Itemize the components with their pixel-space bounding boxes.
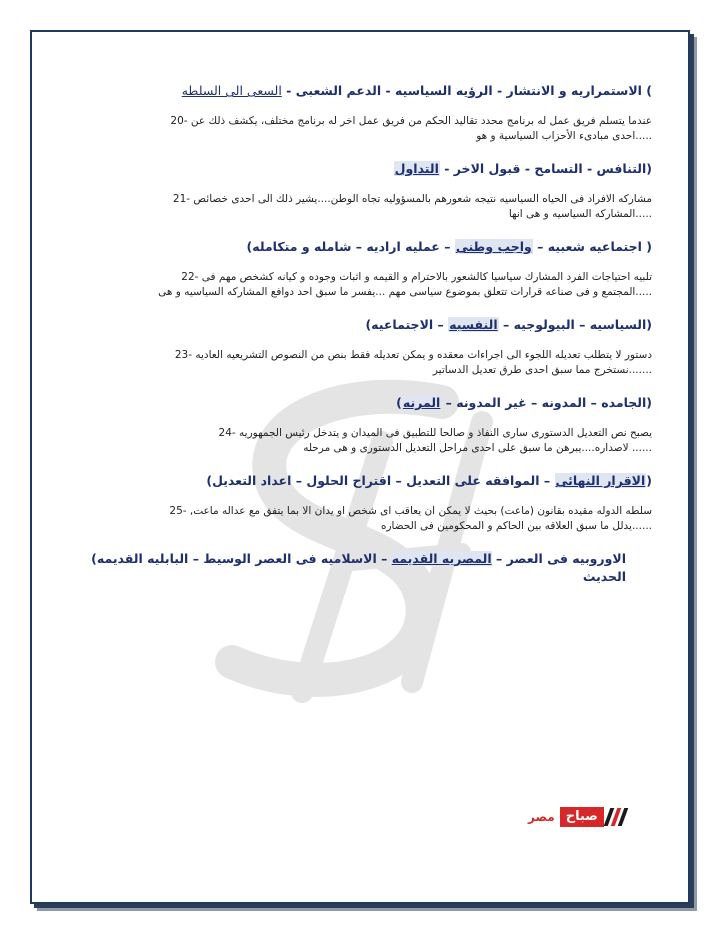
choice: عمليه اراديه	[366, 239, 440, 254]
choice: الرؤيه السياسيه	[395, 83, 493, 98]
choice: المدونه	[541, 395, 587, 410]
choice: التسامح	[534, 161, 583, 176]
choice: قبول الاخر	[453, 161, 521, 176]
choices-q23: (الجامده – المدونه – غير المدونه – المرنه)	[396, 395, 652, 410]
correct-answer: النفسيه	[449, 317, 498, 332]
choice: شامله و متكامله	[252, 239, 352, 254]
question-25: سلطه الدوله مقيده بقانون (ماعت) بحيث لا يمكن ان يعاقب اى شخص او يدان الا بما يتفق مع عداله ماعت, -25 ......يدلل ما سبق العلاقه بين الحاكم و المحكومين فى الحضاره	[169, 505, 652, 532]
logo-sub-text: مصر	[528, 810, 555, 824]
choices-q21: ( اجتماعيه شعبيه – واجب وطنى – عمليه اراديه – شامله و متكامله)	[246, 239, 652, 254]
choice: اجتماعيه شعبيه	[547, 239, 642, 254]
correct-answer: المصريه القديمه	[391, 551, 492, 566]
correct-answer: المرنه	[402, 395, 441, 410]
choice: البيولوجيه	[513, 317, 575, 332]
choice: اقتراح الحلول	[306, 473, 392, 488]
choices-q25: الاوروبيه فى العصر – المصريه القديمه – الاسلاميه فى العصر الوسيط – البابليه القديمه) الحديث	[76, 550, 652, 586]
choice: الاسلاميه فى العصر الوسيط	[203, 551, 377, 566]
choices-q22: (السياسيه – البيولوجيه – النفسيه – الاجتماعيه)	[365, 317, 652, 332]
choice: البابليه القديمه	[96, 551, 189, 566]
choice: الاجتماعيه	[371, 317, 434, 332]
choice: التنافس	[596, 161, 647, 176]
paren: )	[646, 83, 652, 98]
choice: الجامده	[601, 395, 647, 410]
choices-q20: (التنافس - التسامح - قبول الاخر - التداول	[394, 161, 652, 176]
choice: السياسيه	[589, 317, 647, 332]
correct-answer: السعى الى السلطه	[181, 83, 282, 98]
page-frame	[30, 30, 690, 904]
question-23: دستور لا يتطلب تعديله اللجوء الى اجراءات معقده و يمكن تعديله فقط بنص من النصوص التشريعيه العاديه -23 .......نستخرج مما سبق احدى طرق تعديل الدساتير	[174, 349, 652, 376]
choice: الدعم الشعبى	[295, 83, 382, 98]
question-20: عندما يتسلم فريق عمل له برنامج محدد تقاليد الحكم من فريق عمل اخر له برنامج مختلف، يكشف ذلك عن -20 .....احدى مبادىء الأحزاب السياسية و هو	[170, 115, 652, 142]
question-21: مشاركه الافراد فى الحياه السياسيه نتيجه شعورهم بالمسؤوليه تجاه الوطن....يشير ذلك الى احدى خصائص -21 .....المشاركه السياسيه و هى انها	[172, 193, 652, 220]
logo-stripes-icon	[607, 808, 625, 826]
choice: الاستمراريه و الانتشار	[506, 83, 642, 98]
choices-q24: (الاقرار النهائى – الموافقه على التعديل – اقتراح الحلول – اعداد التعديل)	[206, 473, 652, 488]
sabah-masr-logo	[528, 804, 625, 830]
question-sheet	[76, 82, 652, 586]
choices-q19: ) الاستمراريه و الانتشار - الرؤيه السياسيه - الدعم الشعبى - السعى الى السلطه	[181, 83, 652, 98]
choice: اعداد التعديل	[212, 473, 292, 488]
question-24: يصبح نص التعديل الدستورى سارى النفاذ و صالحا للتطبيق فى الميدان و يتدخل رئيس الجمهوريه -24 ...... لاصداره....يبرهن ما سبق على احدى مراحل التعديل الدستورى و هى مرحله	[218, 427, 652, 454]
choice: الموافقه على التعديل	[406, 473, 540, 488]
choice: الاوروبيه فى العصر	[506, 551, 626, 566]
correct-answer: التداول	[394, 161, 439, 176]
logo-main-text: صباح	[560, 807, 604, 827]
choice: غير المدونه	[456, 395, 527, 410]
correct-answer: الاقرار النهائى	[555, 473, 646, 488]
correct-answer: واجب وطنى	[455, 239, 532, 254]
choice-continuation: الحديث	[582, 569, 626, 584]
question-22: تلبيه احتياجات الفرد المشارك سياسيا كالشعور بالاحترام و القيمه و اثبات وجوده و كيانه كشخص مهم فى -22 .....المجتمع و فى صناعه قرارات تتعلق بموضوع سياسى مهم ...يفسر ما سبق احد دوافع المشاركه السياسيه و هى	[158, 271, 652, 298]
